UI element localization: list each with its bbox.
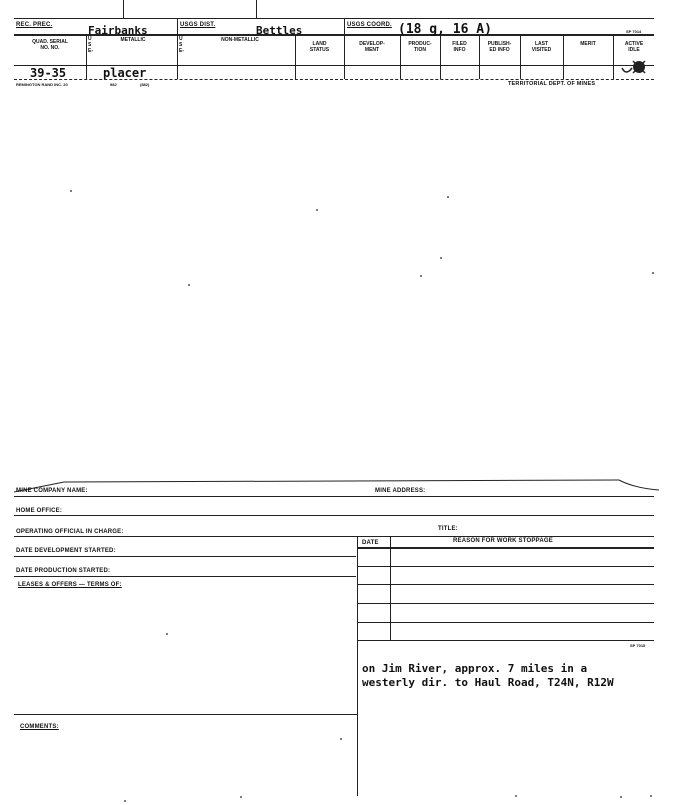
stoppage-reason-header: REASON FOR WORK STOPPAGE bbox=[453, 538, 553, 544]
printer-code-a: 982 bbox=[110, 82, 117, 87]
col-use-nonmetallic-prefix: U S E- bbox=[179, 36, 184, 54]
rec-prec-value: Fairbanks bbox=[88, 24, 148, 37]
form-number-lower: SP 7015 bbox=[630, 643, 646, 648]
col-active-idle: ACTIVE IDLE bbox=[624, 41, 644, 53]
mine-address-label: MINE ADDRESS: bbox=[375, 488, 426, 494]
usgs-coord-value: (18 g, 16 A) bbox=[398, 22, 492, 37]
col-published-info: PUBLISH- ED INFO bbox=[487, 41, 512, 53]
date-production-label: DATE PRODUCTION STARTED: bbox=[16, 568, 111, 574]
col-development: DEVELOP- MENT bbox=[359, 41, 385, 53]
usgs-dist-value: Bettles bbox=[256, 24, 303, 37]
col-land-status: LAND STATUS bbox=[309, 41, 330, 53]
col-production: PRODUC- TION bbox=[408, 41, 432, 53]
rec-prec-label: REC. PREC. bbox=[16, 22, 53, 28]
col-filed-info: FILED INFO bbox=[452, 41, 467, 53]
col-metallic: METALLIC bbox=[120, 37, 146, 43]
form-number: SP 7014 bbox=[626, 29, 642, 34]
col-merit: MERIT bbox=[580, 41, 596, 47]
mine-company-name-label: MINE COMPANY NAME: bbox=[16, 488, 88, 494]
col-nonmetallic: NON-METALLIC bbox=[221, 37, 259, 43]
location-note-line2: westerly dir. to Haul Road, T24N, R12W bbox=[362, 676, 614, 689]
active-idle-mark-icon bbox=[620, 57, 648, 79]
col-last-visited: LAST VISITED bbox=[531, 41, 552, 53]
printer-imprint: REMINGTON RAND INC. 20 bbox=[16, 82, 68, 87]
row-quad-serial: 39-35 bbox=[30, 66, 67, 80]
col-use-metallic-prefix: U S E- bbox=[88, 36, 93, 54]
operating-official-label: OPERATING OFFICIAL IN CHARGE: bbox=[16, 529, 124, 535]
usgs-coord-label: USGS COORD. bbox=[347, 22, 392, 28]
home-office-label: HOME OFFICE: bbox=[16, 508, 63, 514]
leases-offers-label: LEASES & OFFERS — TERMS OF: bbox=[18, 582, 122, 588]
printer-code-b: (882) bbox=[140, 82, 150, 87]
department-label: TERRITORIAL DEPT. OF MINES bbox=[508, 81, 596, 87]
card-edge-decoration bbox=[14, 470, 664, 496]
row-metallic: placer bbox=[103, 66, 147, 80]
usgs-dist-label: USGS DIST. bbox=[180, 22, 216, 28]
col-quad-serial: QUAD. SERIAL NO. NO. bbox=[32, 39, 68, 51]
date-development-label: DATE DEVELOPMENT STARTED: bbox=[16, 548, 116, 554]
stoppage-date-header: DATE bbox=[362, 540, 379, 546]
comments-label: COMMENTS: bbox=[20, 724, 59, 730]
location-note-line1: on Jim River, approx. 7 miles in a bbox=[362, 662, 588, 675]
title-label: TITLE: bbox=[438, 526, 458, 532]
